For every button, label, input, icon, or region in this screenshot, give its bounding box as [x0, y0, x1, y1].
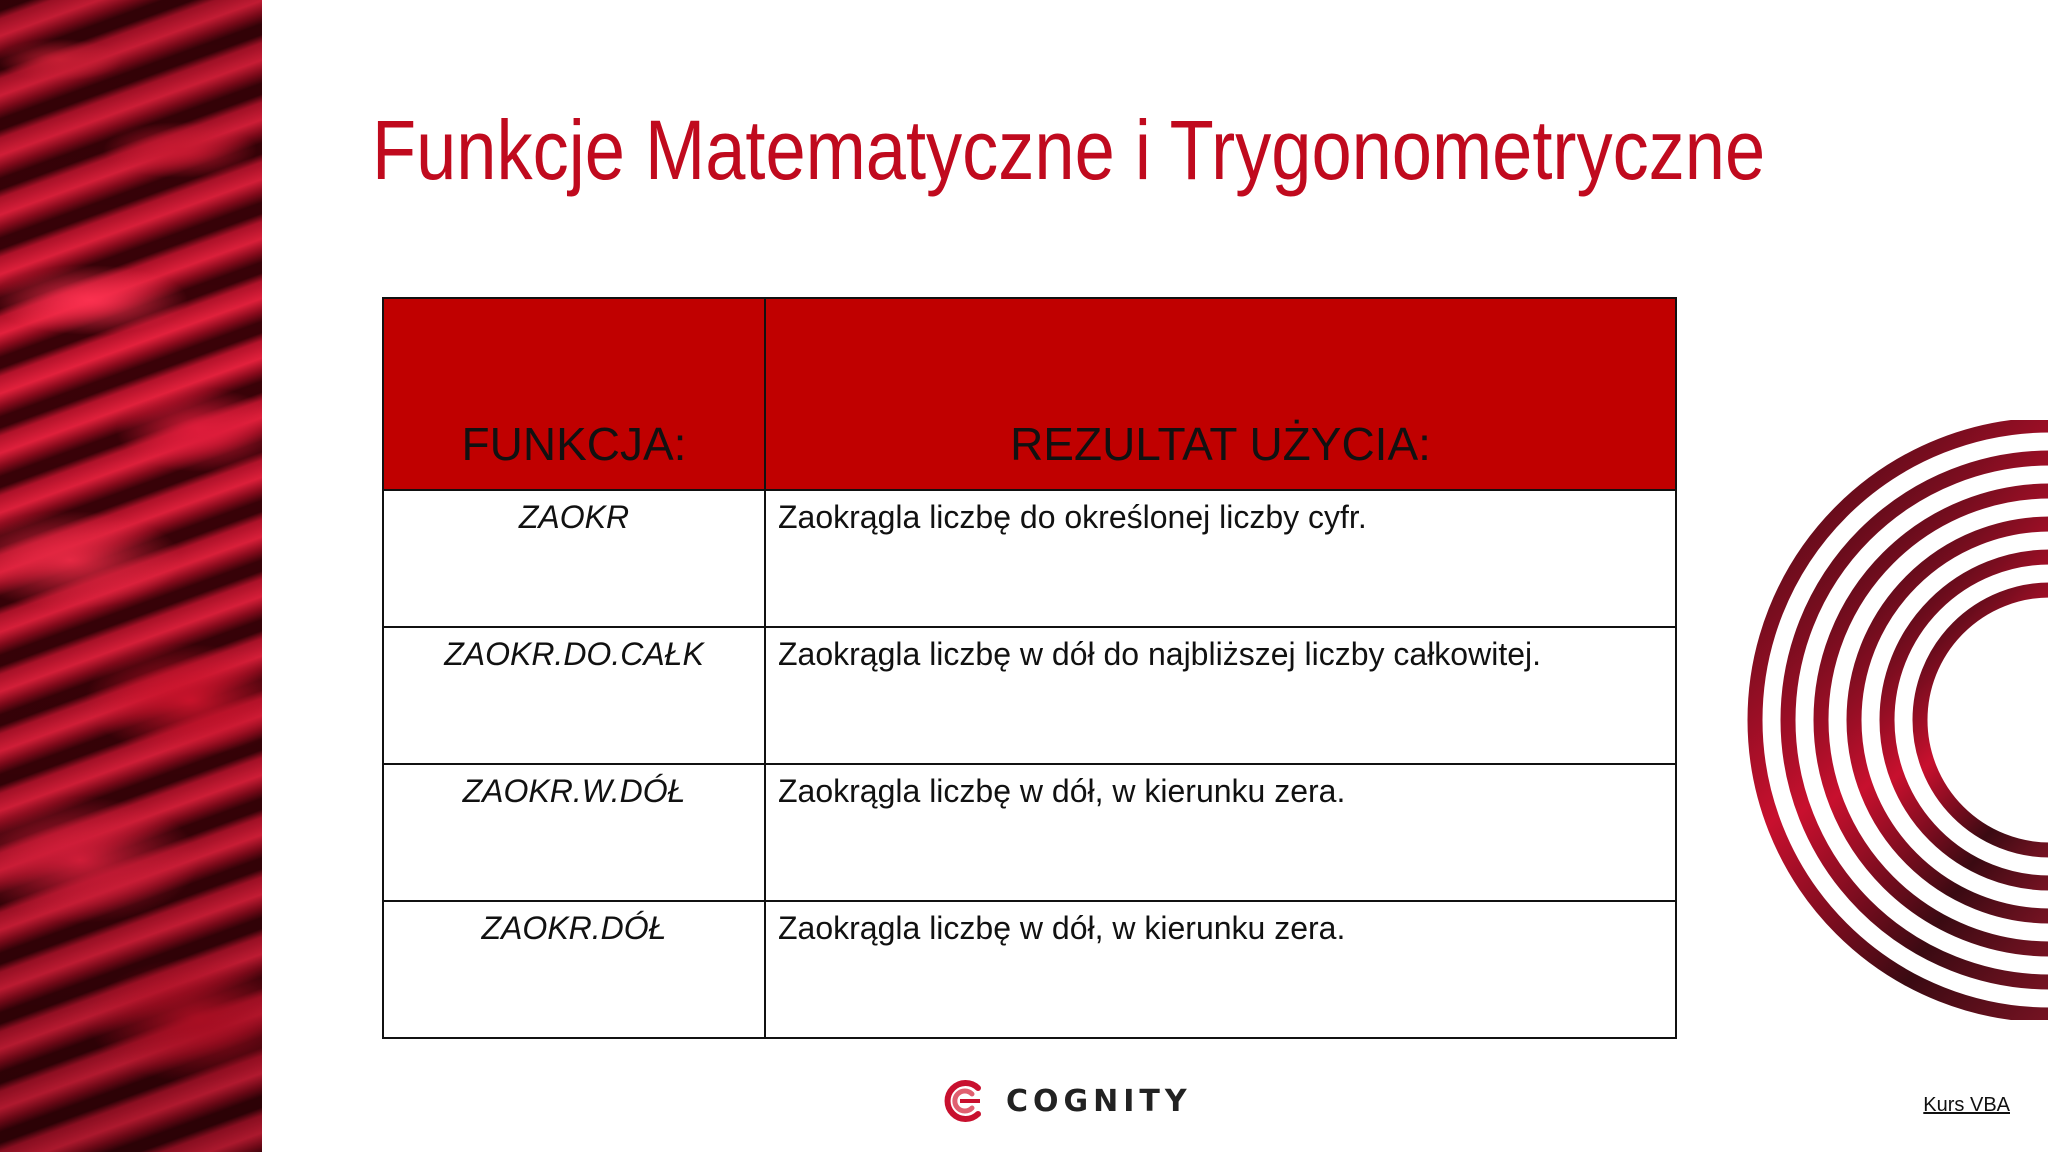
slide-title: Funkcje Matematyczne i Trygonometryczne [372, 103, 1766, 197]
cognity-logo-icon [938, 1076, 988, 1126]
table-row [383, 627, 1676, 764]
functions-table [382, 297, 1677, 1039]
function-result: Zaokrągla liczbę w dół, w kierunku zera. [765, 764, 1676, 901]
footer-course-label: Kurs VBA [1923, 1094, 2010, 1116]
function-result: Zaokrągla liczbę do określonej liczby cyfr. [765, 490, 1676, 627]
table-row [383, 490, 1676, 627]
header-function: FUNKCJA: [383, 298, 765, 490]
function-name: ZAOKR [383, 490, 765, 627]
decorative-hedge-image [0, 0, 262, 1152]
function-name: ZAOKR.W.DÓŁ [383, 764, 765, 901]
header-result: REZULTAT UŻYCIA: [765, 298, 1676, 490]
cognity-logo [938, 1076, 1192, 1126]
table-row [383, 764, 1676, 901]
function-name: ZAOKR.DÓŁ [383, 901, 765, 1038]
function-result: Zaokrągla liczbę w dół, w kierunku zera. [765, 901, 1676, 1038]
function-result: Zaokrągla liczbę w dół do najbliższej liczby całkowitej. [765, 627, 1676, 764]
logo-text: COGNITY [1006, 1083, 1192, 1119]
table-header-row [383, 298, 1676, 490]
decorative-rings [1720, 420, 2048, 1020]
table-row [383, 901, 1676, 1038]
function-name: ZAOKR.DO.CAŁK [383, 627, 765, 764]
